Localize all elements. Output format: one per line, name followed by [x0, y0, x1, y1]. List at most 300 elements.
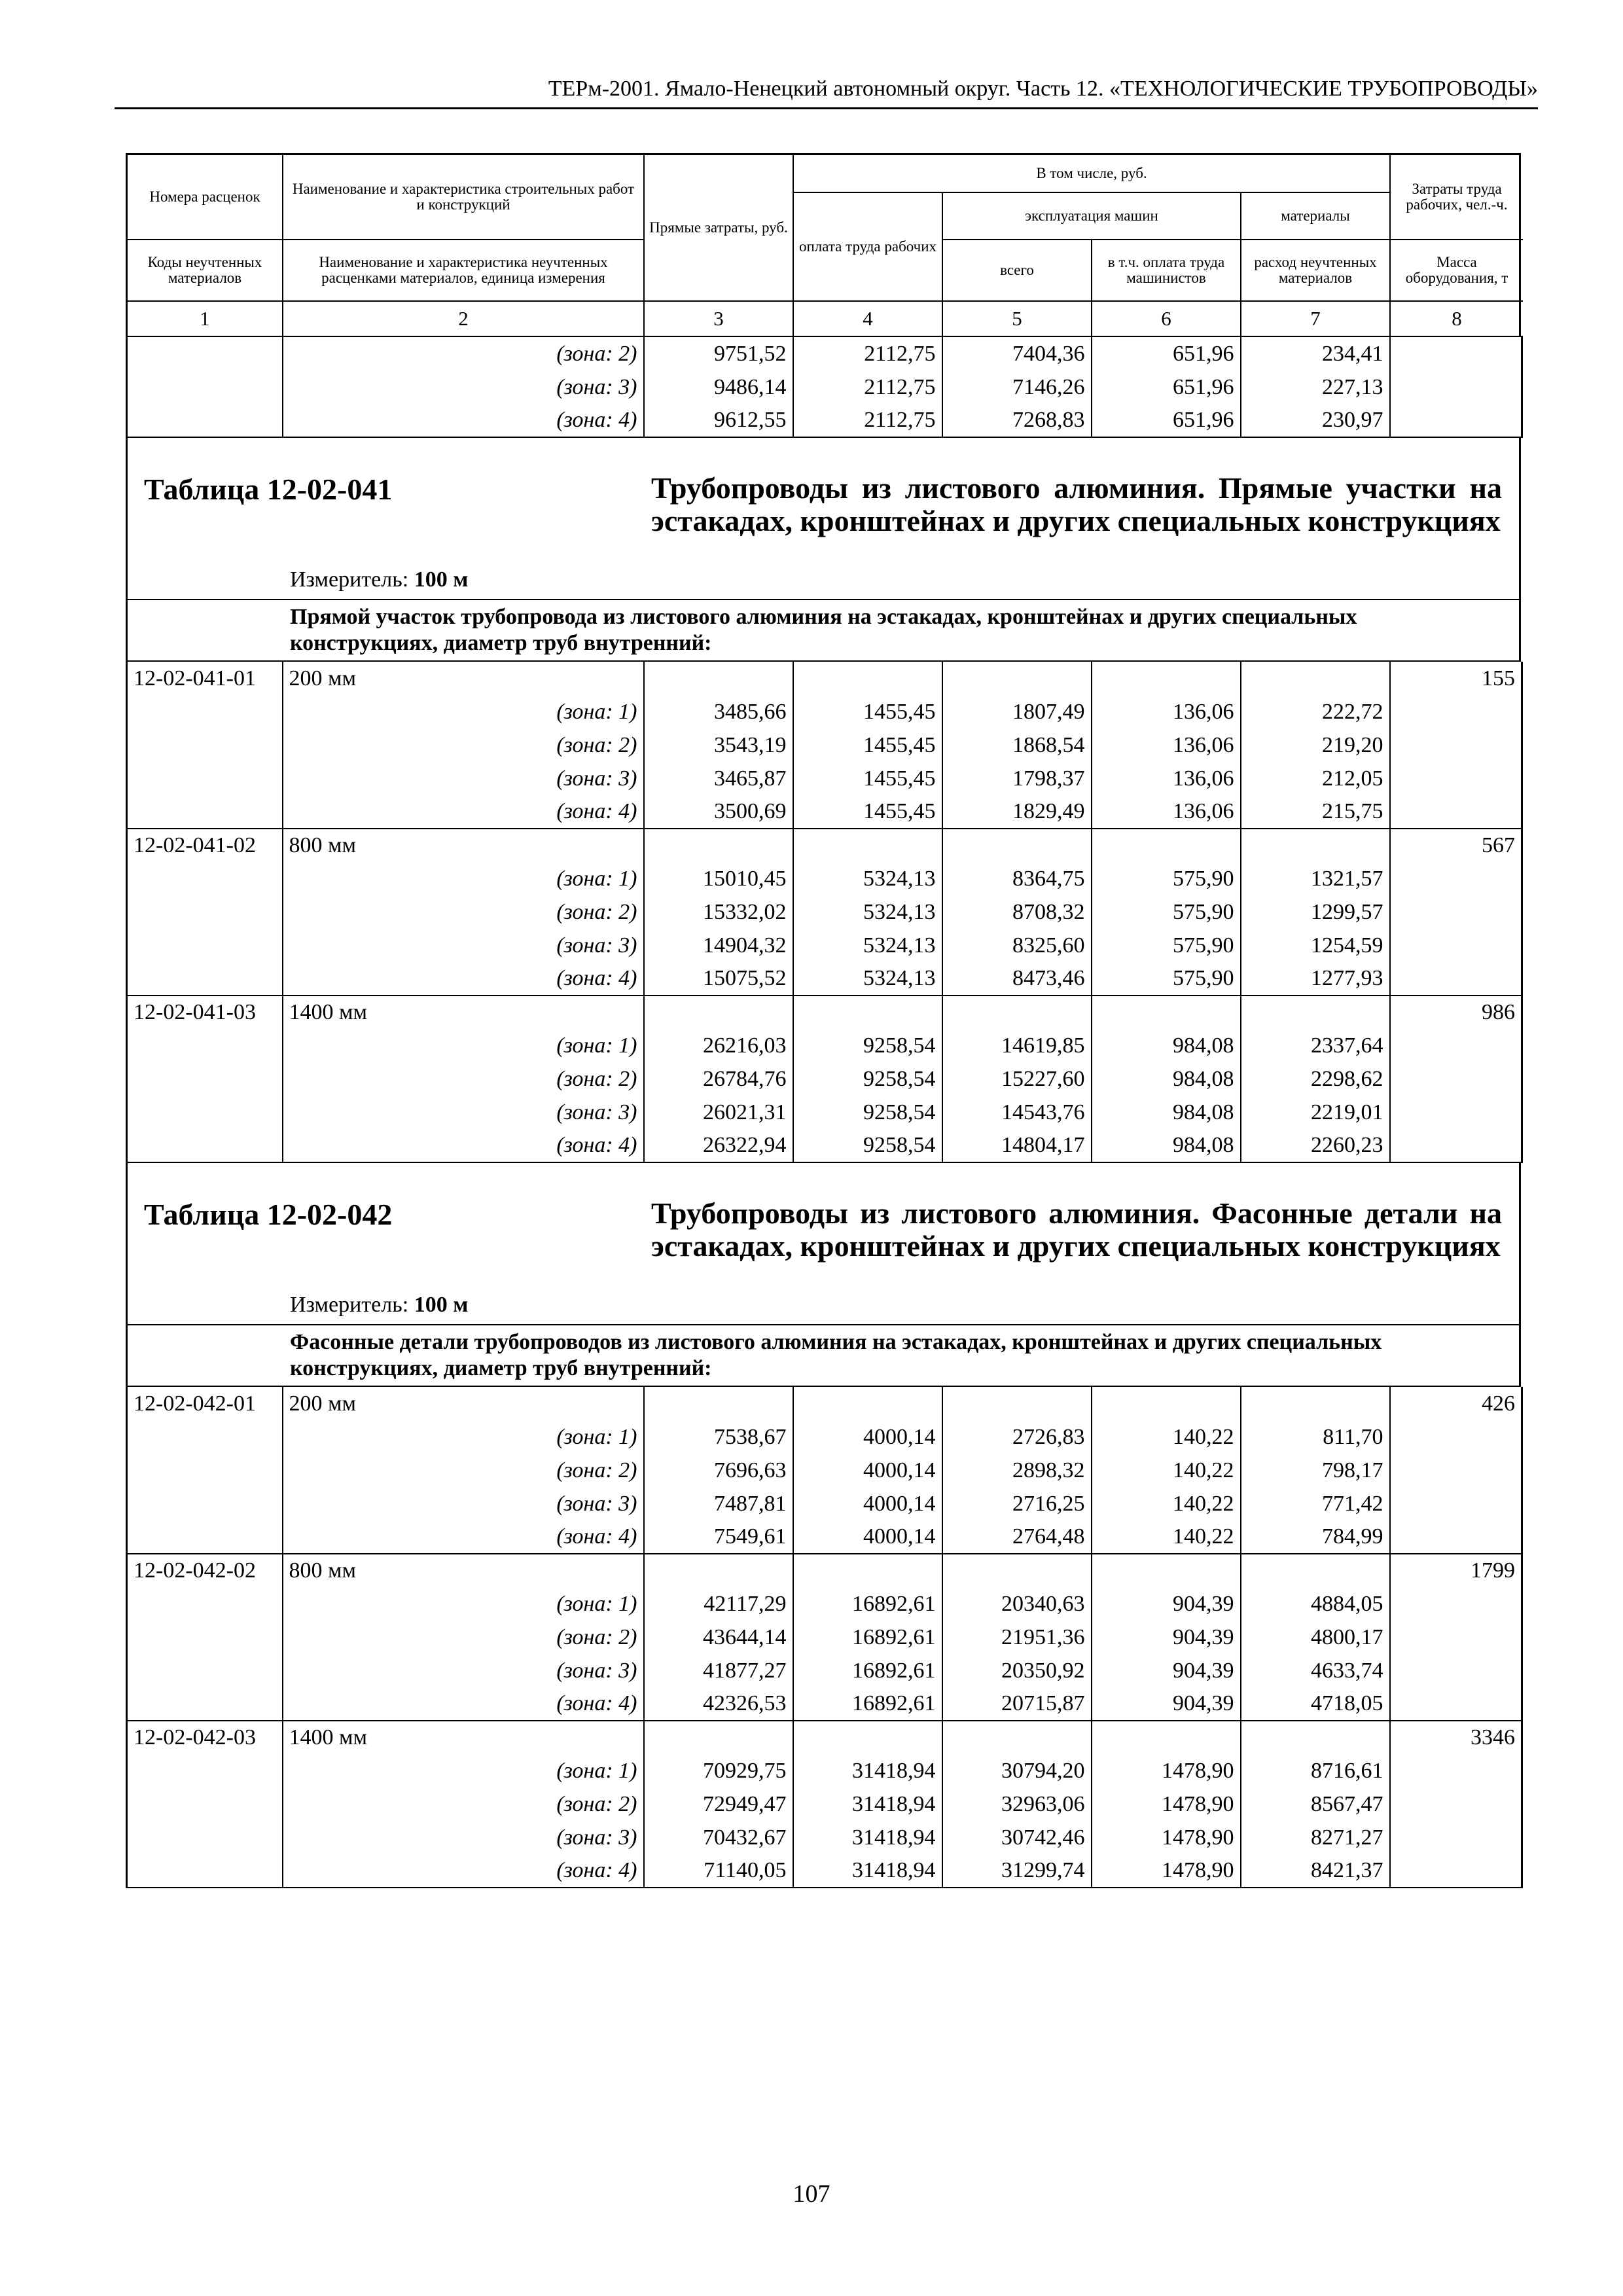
value-cell: [644, 1387, 793, 1420]
table-row: [127, 1654, 1522, 1687]
rates-frame: [126, 153, 1521, 1888]
code-cell: [127, 1687, 283, 1721]
value-cell: 2112,75: [793, 337, 942, 370]
value-cell: 984,08: [1092, 1029, 1241, 1062]
value-cell: 1478,90: [1092, 1854, 1241, 1888]
code-cell: [127, 1062, 283, 1096]
zone-label: (зона: 1): [283, 1754, 644, 1787]
col-number: 5: [943, 302, 1092, 337]
value-cell: 2337,64: [1241, 1029, 1390, 1062]
zone-label: (зона: 2): [283, 1787, 644, 1821]
code-cell: [127, 1854, 283, 1888]
value-cell: 7146,26: [942, 370, 1092, 404]
col2-top: Наименование и характеристика строительных работ и конструкций: [283, 155, 645, 240]
value-cell: 9751,52: [644, 337, 793, 370]
code-cell: [127, 1487, 283, 1520]
code-cell: [127, 895, 283, 929]
value-cell: [644, 1554, 793, 1587]
value-cell: 1277,93: [1241, 962, 1390, 996]
code-cell: [127, 1520, 283, 1554]
value-cell: 9258,54: [793, 1062, 942, 1096]
value-cell: 212,05: [1241, 762, 1390, 795]
code-cell: [127, 862, 283, 895]
code-cell: [127, 1129, 283, 1162]
value-cell: [793, 1554, 942, 1587]
table-row: [127, 1554, 1522, 1587]
value-cell: [1241, 662, 1390, 695]
value-cell: [942, 1721, 1092, 1754]
zone-label: (зона: 3): [283, 1487, 644, 1520]
value-cell: 9258,54: [793, 1129, 942, 1162]
incl-head: В том числе, руб.: [794, 155, 1391, 193]
value-cell: 9258,54: [793, 1029, 942, 1062]
value-cell: 904,39: [1092, 1621, 1241, 1654]
rate-code: 12-02-041-01: [127, 662, 283, 695]
value-cell: [644, 996, 793, 1029]
value-cell: 219,20: [1241, 728, 1390, 762]
rate-code: 12-02-042-01: [127, 1387, 283, 1420]
table-title-block: [126, 1163, 1521, 1325]
value-cell: 2112,75: [793, 404, 942, 437]
zone-label: (зона: 3): [283, 1096, 644, 1129]
zone-label: (зона: 4): [283, 1520, 644, 1554]
col4-head: оплата труда рабочих: [794, 193, 943, 302]
measure-value: 100 м: [414, 567, 469, 592]
value-cell: 2898,32: [942, 1454, 1092, 1487]
value-cell: 31299,74: [942, 1854, 1092, 1888]
labor-cell: [1390, 1821, 1522, 1854]
value-cell: [1092, 996, 1241, 1029]
code-cell: [127, 1821, 283, 1854]
zone-label: (зона: 4): [283, 962, 644, 996]
value-cell: 1321,57: [1241, 862, 1390, 895]
zone-label: (зона: 3): [283, 1821, 644, 1854]
labor-cell: [1390, 1854, 1522, 1888]
measure-label: Измеритель:: [290, 1293, 409, 1317]
col5-head: всего: [943, 240, 1092, 302]
zone-label: (зона: 3): [283, 929, 644, 962]
labor-cost: 3346: [1390, 1721, 1522, 1754]
value-cell: 3500,69: [644, 795, 793, 829]
value-cell: 20715,87: [942, 1687, 1092, 1721]
value-cell: 136,06: [1092, 762, 1241, 795]
value-cell: 7538,67: [644, 1420, 793, 1454]
value-cell: [644, 662, 793, 695]
value-cell: 140,22: [1092, 1520, 1241, 1554]
value-cell: 8473,46: [942, 962, 1092, 996]
table-row: [127, 337, 1522, 370]
value-cell: 30794,20: [942, 1754, 1092, 1787]
code-cell: [127, 1029, 283, 1062]
table-title: Трубопроводы из листового алюминия. Фасонные детали на эстакадах, кронштейнах и других специальных конструкциях: [651, 1196, 1502, 1263]
value-cell: 7487,81: [644, 1487, 793, 1520]
col-number: 6: [1092, 302, 1241, 337]
col-number: 4: [794, 302, 943, 337]
value-cell: [942, 1387, 1092, 1420]
labor-cell: [1390, 1062, 1522, 1096]
table-row: [127, 1587, 1522, 1621]
value-cell: 16892,61: [793, 1654, 942, 1687]
value-cell: [1092, 1554, 1241, 1587]
value-cell: 651,96: [1092, 404, 1241, 437]
table-row: [127, 728, 1522, 762]
table-row: [127, 1787, 1522, 1821]
labor-cell: [1390, 370, 1522, 404]
value-cell: 26216,03: [644, 1029, 793, 1062]
value-cell: [793, 662, 942, 695]
table-label: Таблица 12-02-041: [144, 473, 393, 506]
value-cell: 9612,55: [644, 404, 793, 437]
labor-cell: [1390, 695, 1522, 728]
value-cell: 16892,61: [793, 1621, 942, 1654]
zone-label: (зона: 3): [283, 370, 644, 404]
value-cell: [1241, 1387, 1390, 1420]
zone-label: (зона: 1): [283, 862, 644, 895]
value-cell: 42117,29: [644, 1587, 793, 1621]
value-cell: 798,17: [1241, 1454, 1390, 1487]
value-cell: 904,39: [1092, 1654, 1241, 1687]
value-cell: 984,08: [1092, 1096, 1241, 1129]
value-cell: 811,70: [1241, 1420, 1390, 1454]
value-cell: [942, 996, 1092, 1029]
col-number: 7: [1241, 302, 1391, 337]
labor-cell: [1390, 337, 1522, 370]
value-cell: 1868,54: [942, 728, 1092, 762]
zone-label: (зона: 2): [283, 895, 644, 929]
value-cell: 140,22: [1092, 1487, 1241, 1520]
rate-code: 12-02-042-03: [127, 1721, 283, 1754]
code-cell: [127, 962, 283, 996]
value-cell: 8708,32: [942, 895, 1092, 929]
value-cell: 4884,05: [1241, 1587, 1390, 1621]
value-cell: 3543,19: [644, 728, 793, 762]
value-cell: [1241, 829, 1390, 862]
labor-cost: 155: [1390, 662, 1522, 695]
table-row: [127, 996, 1522, 1029]
table-row: [127, 1520, 1522, 1554]
code-cell: [127, 1754, 283, 1787]
value-cell: 784,99: [1241, 1520, 1390, 1554]
measure-value: 100 м: [414, 1293, 469, 1317]
table-row: [127, 1721, 1522, 1754]
code-cell: [127, 929, 283, 962]
value-cell: 8364,75: [942, 862, 1092, 895]
col-number: 2: [283, 302, 645, 337]
code-cell: [127, 404, 283, 437]
value-cell: 15075,52: [644, 962, 793, 996]
value-cell: 16892,61: [793, 1587, 942, 1621]
value-cell: [1092, 1721, 1241, 1754]
value-cell: 2716,25: [942, 1487, 1092, 1520]
code-cell: [127, 1454, 283, 1487]
rate-code: 12-02-041-02: [127, 829, 283, 862]
value-cell: [793, 1387, 942, 1420]
value-cell: 575,90: [1092, 895, 1241, 929]
value-cell: 230,97: [1241, 404, 1390, 437]
rate-name: 800 мм: [283, 1554, 644, 1587]
value-cell: 8421,37: [1241, 1854, 1390, 1888]
col1-top: Номера расценок: [128, 155, 283, 240]
value-cell: 32963,06: [942, 1787, 1092, 1821]
value-cell: [1092, 829, 1241, 862]
table-row: [127, 929, 1522, 962]
rate-name: 1400 мм: [283, 996, 644, 1029]
value-cell: 9258,54: [793, 1096, 942, 1129]
table-row: [127, 1420, 1522, 1454]
value-cell: 575,90: [1092, 929, 1241, 962]
table-row: [127, 662, 1522, 695]
value-cell: 71140,05: [644, 1854, 793, 1888]
value-cell: 16892,61: [793, 1687, 942, 1721]
col-number: 8: [1391, 302, 1523, 337]
table-row: [127, 1754, 1522, 1787]
zone-label: (зона: 4): [283, 1129, 644, 1162]
value-cell: 20350,92: [942, 1654, 1092, 1687]
labor-cell: [1390, 404, 1522, 437]
rate-code: 12-02-041-03: [127, 996, 283, 1029]
value-cell: 31418,94: [793, 1754, 942, 1787]
value-cell: 26784,76: [644, 1062, 793, 1096]
section-subhead: Фасонные детали трубопроводов из листового алюминия на эстакадах, кронштейнах и других специальных конструкциях, диаметр труб внутренний:: [126, 1325, 1521, 1387]
value-cell: 42326,53: [644, 1687, 793, 1721]
labor-cell: [1390, 762, 1522, 795]
value-cell: 4000,14: [793, 1520, 942, 1554]
carryover-table: [126, 337, 1523, 438]
rate-name: 200 мм: [283, 662, 644, 695]
labor-cell: [1390, 1487, 1522, 1520]
measure-unit: [290, 1293, 468, 1318]
table-row: [127, 404, 1522, 437]
value-cell: 15332,02: [644, 895, 793, 929]
labor-cell: [1390, 728, 1522, 762]
value-cell: 30742,46: [942, 1821, 1092, 1854]
column-header: [126, 153, 1521, 337]
value-cell: 222,72: [1241, 695, 1390, 728]
col3-head: Прямые затраты, руб.: [645, 155, 794, 302]
table-title-block: [126, 438, 1521, 600]
value-cell: 4000,14: [793, 1487, 942, 1520]
labor-cell: [1390, 1029, 1522, 1062]
col6-head: в т.ч. оплата труда машинистов: [1092, 240, 1241, 302]
value-cell: 31418,94: [793, 1821, 942, 1854]
machines-head: эксплуатация машин: [943, 193, 1241, 240]
value-cell: 1807,49: [942, 695, 1092, 728]
value-cell: [793, 1721, 942, 1754]
col-number: 1: [128, 302, 283, 337]
table-row: [127, 962, 1522, 996]
value-cell: 904,39: [1092, 1587, 1241, 1621]
value-cell: [942, 1554, 1092, 1587]
value-cell: 234,41: [1241, 337, 1390, 370]
value-cell: [793, 996, 942, 1029]
table-row: [127, 1096, 1522, 1129]
labor-cell: [1390, 1096, 1522, 1129]
table-row: [127, 795, 1522, 829]
code-cell: [127, 695, 283, 728]
table-row: [127, 1487, 1522, 1520]
table-row: [127, 1062, 1522, 1096]
value-cell: 2764,48: [942, 1520, 1092, 1554]
zone-label: (зона: 3): [283, 1654, 644, 1687]
value-cell: 1299,57: [1241, 895, 1390, 929]
materials-head: материалы: [1241, 193, 1391, 240]
rates-table: [126, 1387, 1523, 1888]
value-cell: 140,22: [1092, 1454, 1241, 1487]
measure-unit: [290, 567, 468, 592]
table-row: [127, 1821, 1522, 1854]
value-cell: 2298,62: [1241, 1062, 1390, 1096]
table-row: [127, 1129, 1522, 1162]
table-row: [127, 1454, 1522, 1487]
value-cell: 575,90: [1092, 862, 1241, 895]
value-cell: 140,22: [1092, 1420, 1241, 1454]
value-cell: 2726,83: [942, 1420, 1092, 1454]
value-cell: 14804,17: [942, 1129, 1092, 1162]
value-cell: 5324,13: [793, 929, 942, 962]
labor-cell: [1390, 929, 1522, 962]
col-number: 3: [645, 302, 794, 337]
zone-label: (зона: 2): [283, 1062, 644, 1096]
zone-label: (зона: 4): [283, 1854, 644, 1888]
table-title: Трубопроводы из листового алюминия. Прямые участки на эстакадах, кронштейнах и других специальных конструкциях: [651, 471, 1502, 537]
labor-cost: 426: [1390, 1387, 1522, 1420]
rate-code: 12-02-042-02: [127, 1554, 283, 1587]
value-cell: 1478,90: [1092, 1787, 1241, 1821]
value-cell: 70929,75: [644, 1754, 793, 1787]
value-cell: 1455,45: [793, 762, 942, 795]
value-cell: [1241, 1554, 1390, 1587]
value-cell: 7268,83: [942, 404, 1092, 437]
value-cell: [942, 829, 1092, 862]
labor-cell: [1390, 895, 1522, 929]
value-cell: 14619,85: [942, 1029, 1092, 1062]
zone-label: (зона: 1): [283, 1029, 644, 1062]
table-row: [127, 1029, 1522, 1062]
value-cell: 31418,94: [793, 1787, 942, 1821]
value-cell: 2260,23: [1241, 1129, 1390, 1162]
value-cell: 1455,45: [793, 795, 942, 829]
table-row: [127, 862, 1522, 895]
labor-cell: [1390, 1520, 1522, 1554]
value-cell: 1478,90: [1092, 1821, 1241, 1854]
value-cell: 2112,75: [793, 370, 942, 404]
zone-label: (зона: 4): [283, 1687, 644, 1721]
table-row: [127, 695, 1522, 728]
value-cell: 984,08: [1092, 1062, 1241, 1096]
value-cell: 651,96: [1092, 337, 1241, 370]
code-cell: [127, 1420, 283, 1454]
table-label: Таблица 12-02-042: [144, 1198, 393, 1231]
value-cell: 651,96: [1092, 370, 1241, 404]
zone-label: (зона: 2): [283, 728, 644, 762]
value-cell: 31418,94: [793, 1854, 942, 1888]
zone-label: (зона: 1): [283, 1587, 644, 1621]
labor-cost: 986: [1390, 996, 1522, 1029]
value-cell: 1455,45: [793, 728, 942, 762]
code-cell: [127, 1787, 283, 1821]
value-cell: 15010,45: [644, 862, 793, 895]
value-cell: 15227,60: [942, 1062, 1092, 1096]
value-cell: 5324,13: [793, 962, 942, 996]
labor-cell: [1390, 1654, 1522, 1687]
labor-cell: [1390, 1129, 1522, 1162]
code-cell: [127, 728, 283, 762]
value-cell: [942, 662, 1092, 695]
measure-label: Измеритель:: [290, 567, 409, 592]
table-row: [127, 1687, 1522, 1721]
labor-cell: [1390, 795, 1522, 829]
labor-cell: [1390, 1454, 1522, 1487]
section-subhead: Прямой участок трубопровода из листового алюминия на эстакадах, кронштейнах и других специальных конструкциях, диаметр труб внутренний:: [126, 600, 1521, 662]
code-cell: [127, 1654, 283, 1687]
table-row: [127, 1854, 1522, 1888]
labor-cell: [1390, 1621, 1522, 1654]
rate-name: 800 мм: [283, 829, 644, 862]
zone-label: (зона: 1): [283, 1420, 644, 1454]
value-cell: 8567,47: [1241, 1787, 1390, 1821]
col8-bottom: Масса оборудования, т: [1391, 240, 1523, 302]
value-cell: [644, 829, 793, 862]
value-cell: 20340,63: [942, 1587, 1092, 1621]
rate-name: 1400 мм: [283, 1721, 644, 1754]
value-cell: 72949,47: [644, 1787, 793, 1821]
value-cell: 21951,36: [942, 1621, 1092, 1654]
value-cell: 984,08: [1092, 1129, 1241, 1162]
labor-cell: [1390, 962, 1522, 996]
value-cell: 4800,17: [1241, 1621, 1390, 1654]
zone-label: (зона: 1): [283, 695, 644, 728]
value-cell: [1241, 1721, 1390, 1754]
table-row: [127, 895, 1522, 929]
value-cell: 5324,13: [793, 862, 942, 895]
labor-cell: [1390, 1420, 1522, 1454]
code-cell: [127, 337, 283, 370]
value-cell: 26322,94: [644, 1129, 793, 1162]
value-cell: 3465,87: [644, 762, 793, 795]
zone-label: (зона: 2): [283, 337, 644, 370]
value-cell: 575,90: [1092, 962, 1241, 996]
code-cell: [127, 1096, 283, 1129]
value-cell: [1092, 1387, 1241, 1420]
page-number: 107: [793, 2180, 830, 2208]
value-cell: 14543,76: [942, 1096, 1092, 1129]
value-cell: 7549,61: [644, 1520, 793, 1554]
value-cell: 4000,14: [793, 1420, 942, 1454]
value-cell: 4718,05: [1241, 1687, 1390, 1721]
value-cell: 1455,45: [793, 695, 942, 728]
value-cell: 8716,61: [1241, 1754, 1390, 1787]
labor-cost: 1799: [1390, 1554, 1522, 1587]
value-cell: 227,13: [1241, 370, 1390, 404]
col2-bottom: Наименование и характеристика неучтенных расценками материалов, единица измерения: [283, 240, 645, 302]
zone-label: (зона: 4): [283, 404, 644, 437]
value-cell: 771,42: [1241, 1487, 1390, 1520]
table-row: [127, 370, 1522, 404]
value-cell: 1478,90: [1092, 1754, 1241, 1787]
code-cell: [127, 370, 283, 404]
col1-bottom: Коды неучтенных материалов: [128, 240, 283, 302]
rate-name: 200 мм: [283, 1387, 644, 1420]
rates-table: [126, 662, 1523, 1163]
value-cell: [1241, 996, 1390, 1029]
labor-cell: [1390, 1687, 1522, 1721]
zone-label: (зона: 4): [283, 795, 644, 829]
value-cell: 2219,01: [1241, 1096, 1390, 1129]
value-cell: 1798,37: [942, 762, 1092, 795]
value-cell: [644, 1721, 793, 1754]
value-cell: 26021,31: [644, 1096, 793, 1129]
table-row: [127, 1387, 1522, 1420]
